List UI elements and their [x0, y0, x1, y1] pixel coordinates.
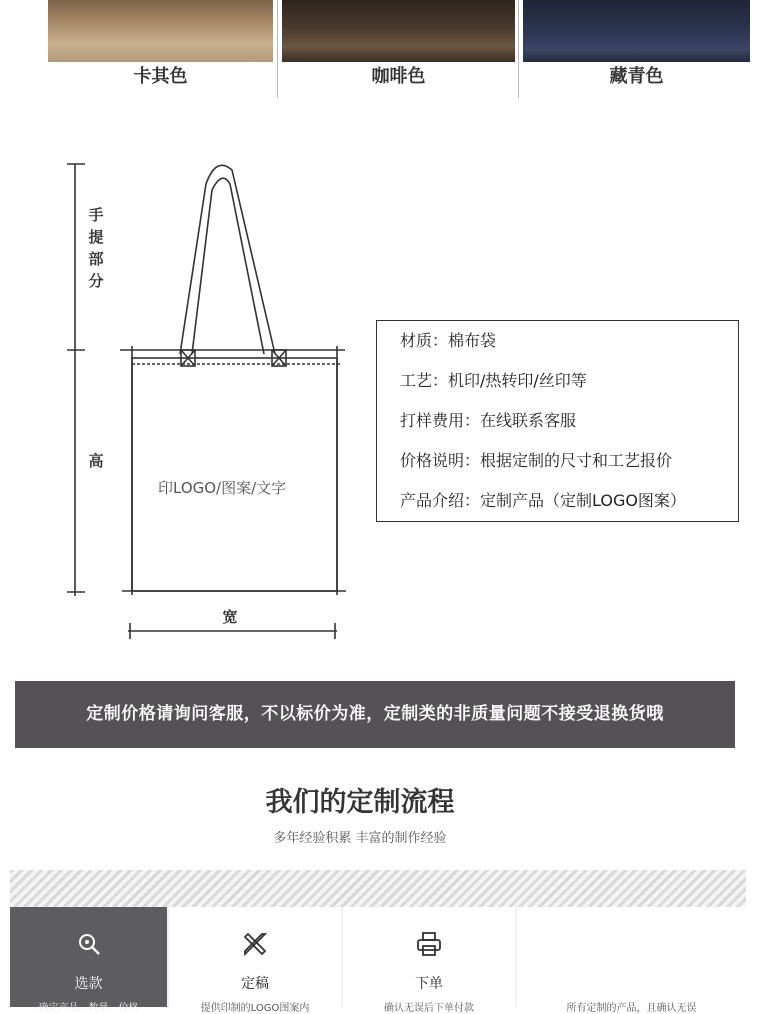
width-dimension-label: 宽 [222, 608, 238, 626]
tote-bag-diagram [50, 150, 360, 650]
search-icon [10, 929, 167, 959]
step-description: 确认无误后下单付款 [384, 1003, 474, 1014]
swatch-label: 咖啡色 [371, 66, 426, 87]
step-title: 定稿 [241, 976, 269, 992]
swatch-coffee[interactable] [282, 0, 515, 100]
product-spec-box [376, 320, 739, 522]
step-title: 选款 [74, 976, 103, 992]
spec-craft: 工艺：机印/热转印/丝印等 [400, 371, 587, 390]
khaki-fabric [48, 0, 273, 62]
swatch-label: 藏青色 [609, 66, 664, 87]
swatch-khaki[interactable] [48, 0, 273, 100]
handle-dimension-label: 手 提 部 分 [88, 206, 104, 290]
step-description: 提供印制的LOGO图案内 [200, 1003, 310, 1014]
height-dimension-label: 高 [88, 452, 104, 470]
spec-sample-fee: 打样费用：在线联系客服 [400, 411, 577, 430]
pen-ruler-icon [169, 929, 341, 959]
divider [518, 0, 519, 98]
spec-material: 材质：棉布袋 [400, 331, 497, 350]
color-swatches [0, 0, 770, 100]
step-description: 确定产品、数量、价格 [38, 1003, 139, 1014]
step-select[interactable] [10, 907, 167, 1014]
hatched-divider [10, 870, 746, 907]
process-title: 我们的定制流程 [265, 787, 455, 818]
navy-fabric [523, 0, 750, 62]
divider [277, 0, 278, 98]
step-description: 所有定制的产品，且确认无误 [566, 1003, 697, 1014]
pricing-notice-banner: 定制价格请询问客服，不以标价为准，定制类的非质量问题不接受退换货哦 [15, 681, 735, 748]
step-title: 下单 [415, 976, 443, 992]
spec-price-note: 价格说明：根据定制的尺寸和工艺报价 [400, 451, 673, 470]
print-area-label: 印LOGO/图案/文字 [158, 479, 287, 497]
step-production[interactable] [517, 907, 746, 1014]
swatch-label: 卡其色 [133, 66, 188, 87]
coffee-fabric [282, 0, 515, 62]
step-finalize[interactable] [169, 907, 341, 1014]
printer-icon [343, 929, 515, 959]
process-subtitle: 多年经验积累 丰富的制作经验 [273, 831, 447, 846]
process-steps [10, 907, 746, 1014]
step-order[interactable] [343, 907, 515, 1014]
swatch-navy[interactable] [523, 0, 750, 100]
spec-product-intro: 产品介绍：定制产品（定制LOGO图案） [400, 491, 686, 510]
